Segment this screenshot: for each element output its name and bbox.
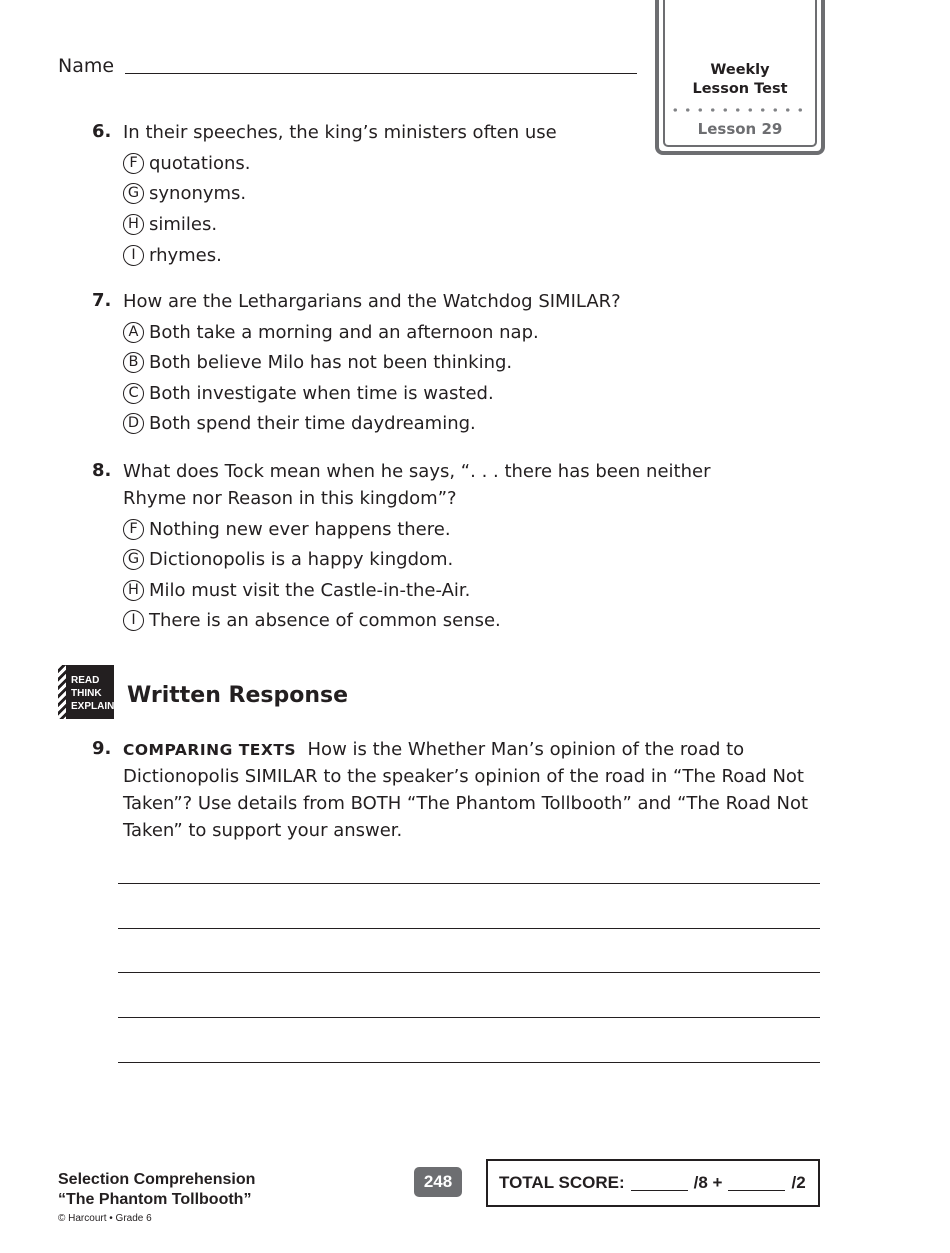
- answer-bubble[interactable]: D: [123, 413, 144, 434]
- answer-bubble[interactable]: G: [123, 549, 144, 570]
- question-7-text: How are the Lethargarians and the Watchdog SIMILAR?: [123, 291, 621, 312]
- tab-dotted-divider: [669, 108, 811, 112]
- answer-bubble[interactable]: F: [123, 153, 144, 174]
- question-7-option-a[interactable]: A Both take a morning and an afternoon nap.: [123, 320, 539, 344]
- question-8-number: 8.: [92, 460, 112, 481]
- tab-weekly: Weekly: [710, 62, 770, 78]
- name-field-line[interactable]: [125, 73, 637, 74]
- footer-selection-name: “The Phantom Tollbooth”: [58, 1191, 252, 1208]
- question-6-number: 6.: [92, 121, 112, 142]
- question-6-option-h[interactable]: H similes.: [123, 212, 217, 236]
- question-9-text-line1: COMPARING TEXTS How is the Whether Man’s opinion of the road to: [123, 739, 745, 760]
- read-think-explain-icon: READ THINK EXPLAIN: [58, 665, 114, 719]
- answer-bubble[interactable]: A: [123, 322, 144, 343]
- footer-title: Selection Comprehension: [58, 1171, 256, 1188]
- question-6-text: In their speeches, the king’s ministers often use: [123, 122, 557, 143]
- question-8-option-f[interactable]: F Nothing new ever happens there.: [123, 517, 451, 541]
- question-7-option-d[interactable]: D Both spend their time daydreaming.: [123, 411, 476, 435]
- footer-copyright: © Harcourt • Grade 6: [58, 1213, 152, 1224]
- answer-bubble[interactable]: I: [123, 245, 144, 266]
- answer-line[interactable]: [118, 972, 820, 973]
- question-9-text-line2: Dictionopolis SIMILAR to the speaker’s opinion of the road in “The Road Not: [123, 766, 804, 787]
- question-9-text-line4: Taken” to support your answer.: [123, 820, 403, 841]
- question-7-number: 7.: [92, 290, 112, 311]
- question-6-option-f[interactable]: F quotations.: [123, 151, 251, 175]
- question-9-text-line3: Taken”? Use details from BOTH “The Phantom Tollbooth” and “The Road Not: [123, 793, 809, 814]
- question-6-option-i[interactable]: I rhymes.: [123, 243, 222, 267]
- answer-line[interactable]: [118, 883, 820, 884]
- question-8-text-line2: Rhyme nor Reason in this kingdom”?: [123, 488, 457, 509]
- question-7-option-b[interactable]: B Both believe Milo has not been thinking.: [123, 350, 512, 374]
- answer-line[interactable]: [118, 1017, 820, 1018]
- question-7-option-c[interactable]: C Both investigate when time is wasted.: [123, 381, 494, 405]
- total-score-box: [486, 1159, 820, 1207]
- answer-bubble[interactable]: C: [123, 383, 144, 404]
- score-out-of-2: /2: [791, 1173, 806, 1192]
- tab-lesson-number: Lesson 29: [697, 120, 783, 138]
- score-out-of-8: /8 +: [693, 1173, 723, 1192]
- answer-bubble[interactable]: H: [123, 580, 144, 601]
- question-6-option-g[interactable]: G synonyms.: [123, 181, 246, 205]
- written-response-heading: Written Response: [127, 683, 349, 708]
- lesson-tab: [655, 0, 825, 155]
- tab-lesson-test: Lesson Test: [692, 81, 788, 97]
- answer-bubble[interactable]: F: [123, 519, 144, 540]
- answer-line[interactable]: [118, 928, 820, 929]
- score-blank-2[interactable]: [728, 1176, 785, 1191]
- name-label: Name: [58, 55, 115, 77]
- answer-bubble[interactable]: B: [123, 352, 144, 373]
- score-blank-1[interactable]: [631, 1176, 688, 1191]
- comparing-texts-label: COMPARING TEXTS: [123, 741, 297, 759]
- page-number-badge: 248: [414, 1167, 462, 1197]
- answer-line[interactable]: [118, 1062, 820, 1063]
- answer-bubble[interactable]: G: [123, 183, 144, 204]
- question-9-number: 9.: [92, 738, 112, 759]
- answer-bubble[interactable]: H: [123, 214, 144, 235]
- question-8-text-line1: What does Tock mean when he says, “. . . there has been neither: [123, 461, 711, 482]
- answer-bubble[interactable]: I: [123, 610, 144, 631]
- total-score-label: TOTAL SCORE:: [499, 1173, 625, 1192]
- question-8-option-i[interactable]: I There is an absence of common sense.: [123, 608, 501, 632]
- question-8-option-h[interactable]: H Milo must visit the Castle-in-the-Air.: [123, 578, 470, 602]
- question-8-option-g[interactable]: G Dictionopolis is a happy kingdom.: [123, 547, 453, 571]
